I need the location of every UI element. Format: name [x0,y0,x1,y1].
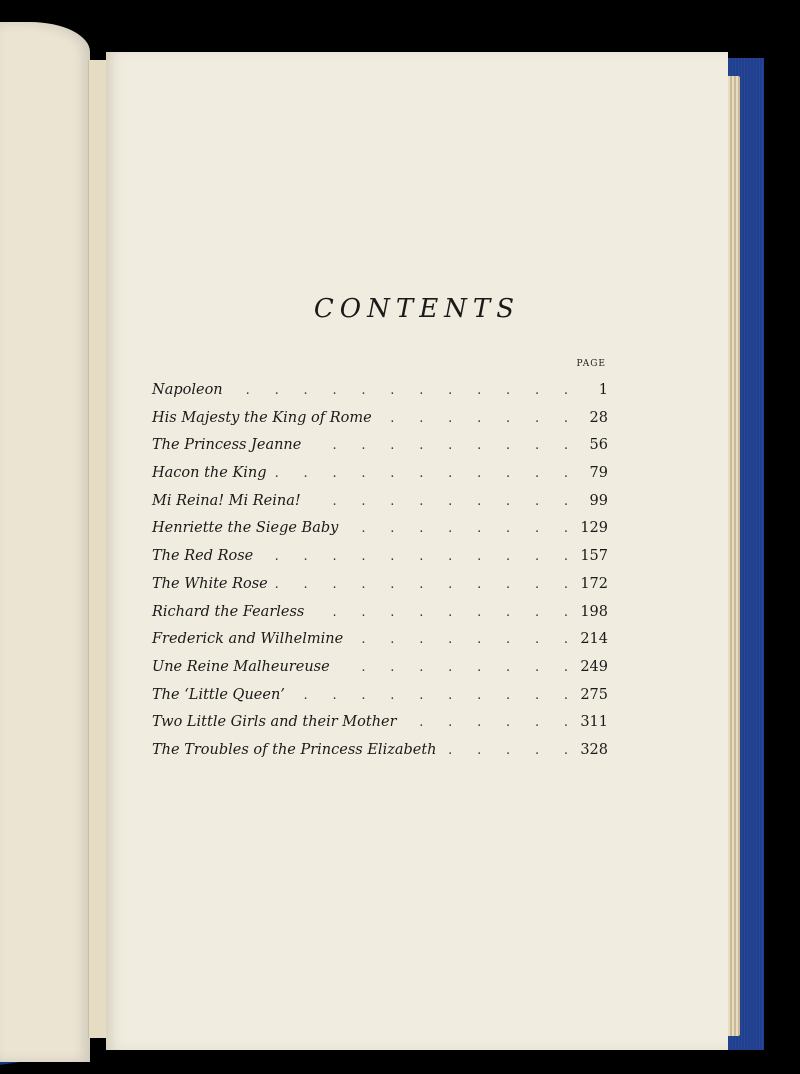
toc-entry [152,465,608,493]
dot-leader [443,743,568,758]
page-title: CONTENTS [313,294,521,324]
toc-entry [152,548,608,576]
entry-page: 249 [580,658,608,675]
dot-leader [310,605,568,620]
dot-leader [259,549,568,564]
toc-entry [152,493,608,521]
entry-title: Mi Reina! Mi Reina! [152,492,301,509]
toc-entry [152,687,608,715]
left-page [0,22,90,1062]
page-column-label: PAGE [576,359,606,369]
dot-leader [307,494,568,509]
dot-leader [403,715,568,730]
entry-title: Frederick and Wilhelmine [152,631,344,648]
entry-page: 172 [580,575,608,592]
toc-entry [152,437,608,465]
entry-title: Richard the Fearless [152,603,305,620]
dot-leader [291,688,568,703]
toc-entry [152,382,608,410]
dot-leader [274,577,568,592]
toc-entry [152,410,608,438]
dot-leader [344,521,568,536]
entry-page: 214 [580,631,608,648]
dot-leader [229,383,568,398]
entry-page: 311 [580,714,608,731]
entry-page: 99 [589,492,608,509]
toc-entry [152,714,608,742]
entry-title: The ‘Little Queen’ [152,686,285,703]
entry-page: 198 [580,603,608,620]
toc-entry [152,659,608,687]
entry-page: 79 [589,465,608,482]
entry-title: Une Reine Malheureuse [152,658,330,675]
entry-title: The White Rose [152,575,268,592]
toc-entry [152,631,608,659]
toc-entry [152,742,608,770]
entry-page: 328 [580,741,608,758]
entry-title: The Red Rose [152,548,254,565]
entry-page: 56 [589,437,608,454]
entry-title: The Troubles of the Princess Elizabeth [152,741,437,758]
dot-leader [273,466,568,481]
entry-title: His Majesty the King of Rome [152,409,372,426]
entry-title: Napoleon [152,382,223,398]
entry-title: Hacon the King [152,465,267,482]
entry-page: 28 [589,409,608,426]
dot-leader [378,411,568,426]
contents-page [106,52,728,1050]
entry-title: The Princess Jeanne [152,437,302,454]
entry-page: 1 [598,382,608,398]
entry-title: Two Little Girls and their Mother [152,714,397,731]
table-of-contents [152,382,608,770]
dot-leader [349,632,568,647]
toc-entry [152,520,608,548]
dot-leader [336,660,568,675]
entry-page: 275 [580,686,608,703]
toc-entry [152,576,608,604]
dot-leader [307,438,568,453]
entry-page: 157 [580,548,608,565]
toc-entry [152,604,608,632]
entry-title: Henriette the Siege Baby [152,520,339,537]
entry-page: 129 [580,520,608,537]
